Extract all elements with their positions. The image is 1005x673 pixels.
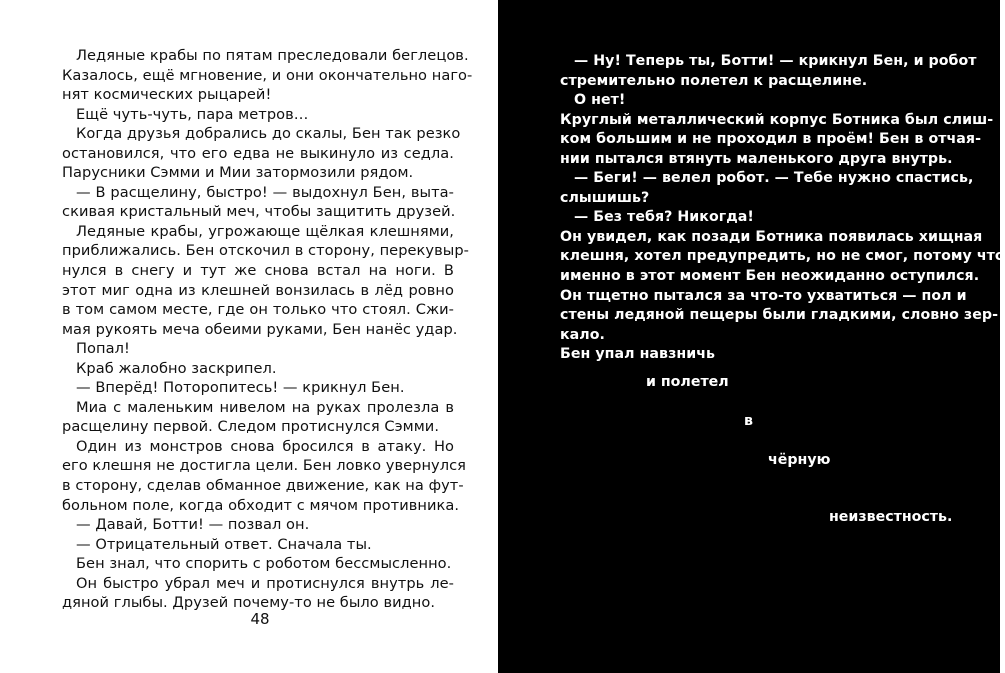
- text-line: Круглый металлический корпус Ботника был слиш-: [560, 111, 994, 128]
- text-line: остановился, что его едва не выкинуло из седла.: [62, 144, 454, 162]
- text-line: стены ледяной пещеры были гладкими, словно зер-: [560, 307, 999, 324]
- text-line: нят космических рыцарей!: [62, 86, 272, 104]
- text-line: О нет!: [574, 92, 626, 109]
- text-line: — В расщелину, быстро! — выдохнул Бен, выта-: [76, 183, 454, 201]
- cascade-line-1: и полетел: [646, 374, 729, 390]
- text-line: — Беги! — велел робот. — Тебе нужно спастись,: [574, 170, 974, 187]
- text-line: Когда друзья добрались до скалы, Бен так резко: [76, 125, 461, 143]
- text-line: Краб жалобно заскрипел.: [76, 359, 277, 377]
- text-line: Бен упал навзничь: [560, 346, 716, 363]
- text-line: Казалось, ещё мгновение, и они окончательно наго-: [62, 66, 473, 84]
- text-line: — Ну! Теперь ты, Ботти! — крикнул Бен, и робот: [574, 53, 977, 69]
- right-page: [498, 0, 1005, 673]
- text-line: клешня, хотел предупредить, но не смог, потому что: [560, 248, 1005, 265]
- text-line: Бен знал, что спорить с роботом бессмысленно.: [76, 555, 452, 573]
- text-line: нии пытался втянуть маленького друга внутрь.: [560, 150, 953, 167]
- text-line: в сторону, сделав обманное движение, как на фут-: [62, 477, 464, 495]
- text-line: — Без тебя? Никогда!: [574, 209, 754, 226]
- text-line: нулся в снегу и тут же снова встал на ноги. В: [62, 262, 454, 280]
- text-line: ком большим и не проходил в проём! Бен в отчая-: [560, 131, 982, 148]
- text-line: — Отрицательный ответ. Сначала ты.: [76, 535, 372, 553]
- text-line: — Давай, Ботти! — позвал он.: [76, 516, 310, 534]
- text-line: этот миг одна из клешней вонзилась в лёд ровно: [62, 281, 454, 299]
- text-line: именно в этот момент Бен неожиданно оступился.: [560, 268, 980, 285]
- text-line: Ещё чуть-чуть, пара метров…: [76, 105, 309, 123]
- text-line: в том самом месте, где он только что стоял. Сжи-: [62, 301, 454, 319]
- text-line: Парусники Сэмми и Мии затормозили рядом.: [62, 164, 414, 182]
- text-line: расщелину первой. Следом протиснулся Сэмми.: [62, 418, 440, 436]
- text-line: Он быстро убрал меч и протиснулся внутрь ле-: [76, 574, 454, 592]
- text-line: приближались. Бен отскочил в сторону, перекувыр-: [62, 242, 469, 260]
- text-line: Миа с маленьким нивелом на руках пролезла в: [76, 398, 454, 416]
- text-line: Ледяные крабы по пятам преследовали беглецов.: [76, 47, 469, 64]
- cascade-line-3: чёрную: [768, 452, 831, 468]
- text-line: стремительно полетел к расщелине.: [560, 72, 868, 89]
- text-line: кало.: [560, 326, 605, 343]
- text-line: Один из монстров снова бросился в атаку. Но: [76, 437, 454, 455]
- text-line: его клешня не достигла цели. Бен ловко увернулся: [62, 457, 467, 475]
- text-line: дяной глыбы. Друзей почему-то не было видно.: [62, 594, 436, 612]
- text-line: скивая кристальный меч, чтобы защитить друзей.: [62, 203, 456, 221]
- cascade-line-2: в: [744, 413, 753, 429]
- text-line: Он тщетно пытался за что-то ухватиться — пол и: [560, 287, 967, 304]
- text-line: Попал!: [76, 340, 130, 358]
- text-line: мая рукоять меча обеими руками, Бен нанёс удар.: [62, 320, 458, 338]
- text-line: Он увидел, как позади Ботника появилась хищная: [560, 228, 983, 245]
- left-page-text: [62, 46, 473, 613]
- text-line: — Вперёд! Поторопитесь! — крикнул Бен.: [76, 379, 405, 397]
- text-line: Ледяные крабы, угрожающе щёлкая клешнями,: [76, 222, 454, 240]
- left-page: [0, 0, 498, 673]
- cascade-line-4: неизвестность.: [829, 509, 953, 525]
- text-line: слышишь?: [560, 189, 650, 206]
- right-page-text: [560, 52, 1005, 365]
- page-number: 48: [250, 610, 270, 628]
- text-line: больном поле, когда обходит с мячом противника.: [62, 496, 460, 514]
